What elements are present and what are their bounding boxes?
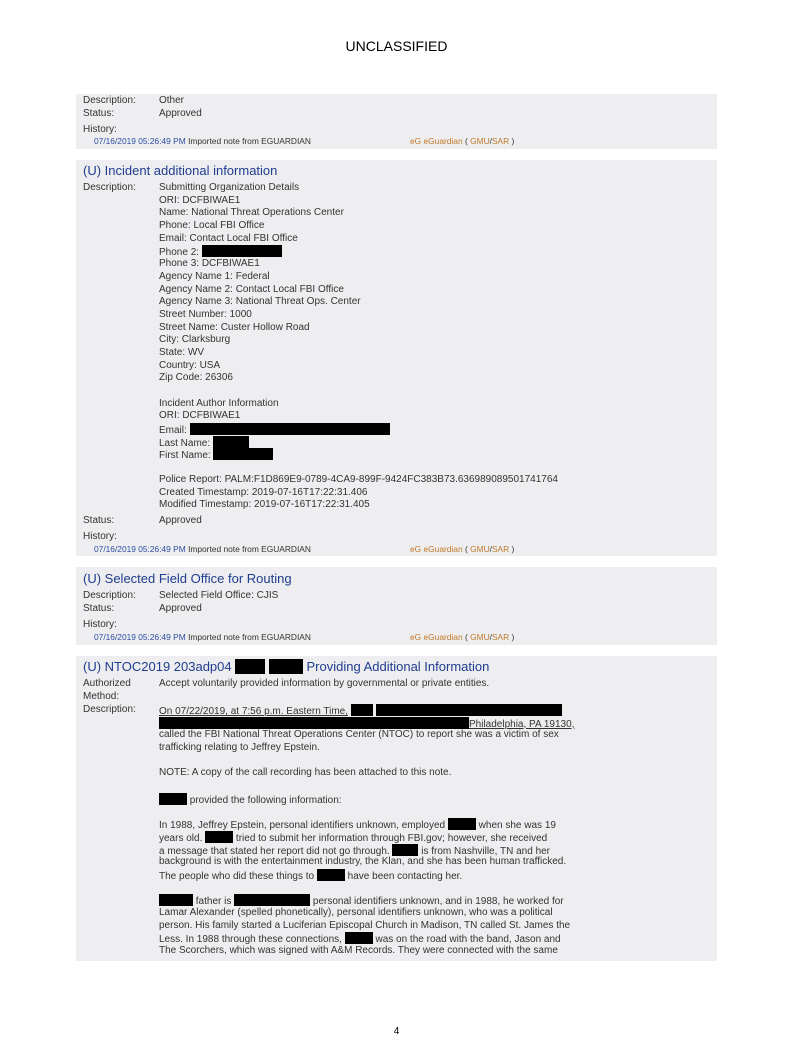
p2-line5: The people who did these things to have been contacting her.	[159, 870, 463, 882]
blank-line	[159, 780, 709, 793]
authorized-label: Authorized	[83, 678, 131, 689]
p1-line3: called the FBI National Threat Operations Center (NTOC) to report she was a victim of sex	[159, 729, 559, 741]
desc-line: Submitting Organization Details	[159, 182, 300, 193]
description-label: Description:	[83, 182, 136, 193]
desc-line: Phone 3: DCFBIWAE1	[159, 258, 260, 270]
redaction-box	[269, 659, 303, 674]
section-field-office-routing	[76, 567, 717, 645]
title-prefix: (U) NTOC2019 203adp04	[83, 659, 232, 674]
status-label: Status:	[83, 108, 115, 119]
desc-line: Agency Name 3: National Threat Ops. Center	[159, 296, 361, 308]
p1-line4: trafficking relating to Jeffrey Epstein.	[159, 742, 320, 754]
redaction-box	[448, 818, 476, 830]
close-paren: )	[511, 632, 515, 642]
close-paren: )	[511, 544, 515, 554]
history-note: Imported note from EGUARDIAN	[188, 136, 311, 146]
authorized-method-value: Accept voluntarily provided information by governmental or private entities.	[159, 678, 490, 689]
status-label: Status:	[83, 515, 115, 526]
history-timestamp: 07/16/2019 05:26:49 PM	[94, 136, 186, 146]
classification-header: UNCLASSIFIED	[345, 38, 448, 54]
redaction-box	[376, 704, 562, 716]
sar-link[interactable]: SAR	[491, 632, 510, 642]
desc-line: Incident Author Information	[159, 397, 279, 409]
redaction-box	[205, 831, 233, 843]
desc-line	[159, 385, 558, 398]
p1-line1: On 07/22/2019, at 7:56 p.m. Eastern Time,	[159, 704, 709, 717]
status-label: Status:	[83, 603, 115, 614]
p3-line3: person. His family started a Luciferian Episcopal Church in Madison, TN called St. James the	[159, 919, 571, 931]
desc-line: Country: USA	[159, 359, 221, 371]
status-value: Approved	[159, 515, 202, 526]
desc-line	[159, 461, 558, 474]
history-entry	[94, 632, 515, 642]
desc-line-first-name: First Name:	[159, 448, 558, 461]
p2-line4: background is with the entertainment industry, the Klan, and she has been human trafficked.	[159, 856, 567, 868]
desc-line: Phone: Local FBI Office	[159, 220, 265, 232]
desc-line: ORI: DCFBIWAE1	[159, 410, 241, 422]
blank-line	[159, 755, 709, 768]
p3-line1: father is personal identifiers unknown, and in 1988, he worked for	[159, 894, 709, 907]
history-note: Imported note from EGUARDIAN	[188, 544, 311, 554]
history-timestamp: 07/16/2019 05:26:49 PM	[94, 544, 186, 554]
desc-line: Agency Name 2: Contact Local FBI Office	[159, 283, 344, 295]
slash: /	[489, 136, 492, 146]
desc-line-phone2: Phone 2:	[159, 245, 558, 258]
desc-line: Street Name: Custer Hollow Road	[159, 321, 310, 333]
source-name: eG eGuardian	[410, 136, 463, 146]
blank-line	[159, 806, 709, 819]
desc-line: Modified Timestamp: 2019-07-16T17:22:31.405	[159, 499, 370, 511]
desc-line: Email: Contact Local FBI Office	[159, 232, 298, 244]
redaction-box	[159, 793, 187, 805]
title-suffix: Providing Additional Information	[306, 659, 490, 674]
p2-line3: a message that stated her report did not go through. is from Nashville, TN and her	[159, 845, 551, 857]
desc-line: Zip Code: 26306	[159, 372, 233, 384]
provided-line: provided the following information:	[159, 793, 709, 806]
gmu-link[interactable]: GMU	[470, 632, 490, 642]
desc-line: Name: National Threat Operations Center	[159, 207, 344, 219]
history-timestamp: 07/16/2019 05:26:49 PM	[94, 632, 186, 642]
redaction-box	[202, 245, 282, 257]
redaction-box	[234, 894, 310, 906]
desc-line: Police Report: PALM:F1D869E9-0789-4CA9-899F-9424FC383B73.636989089501741764	[159, 473, 558, 485]
desc-line: City: Clarksburg	[159, 334, 231, 346]
description-lines	[159, 182, 558, 512]
gmu-link[interactable]: GMU	[470, 136, 490, 146]
sar-link[interactable]: SAR	[491, 544, 510, 554]
open-paren: (	[464, 632, 468, 642]
description-label: Description:	[83, 590, 136, 601]
p2-line2: years old. tried to submit her information through FBI.gov; however, she received	[159, 832, 548, 844]
p3-line5: The Scorchers, which was signed with A&M Records. They were connected with the same	[159, 945, 558, 957]
desc-line: Created Timestamp: 2019-07-16T17:22:31.406	[159, 486, 368, 498]
history-label: History:	[83, 619, 117, 630]
history-entry	[94, 544, 515, 554]
method-label: Method:	[83, 691, 120, 702]
note-line: NOTE: A copy of the call recording has been attached to this note.	[159, 767, 452, 779]
desc-line: ORI: DCFBIWAE1	[159, 194, 241, 206]
redaction-box	[351, 704, 373, 716]
redaction-box	[392, 844, 418, 856]
history-source	[410, 544, 514, 554]
section-title: (U) Selected Field Office for Routing	[83, 571, 292, 586]
desc-line-last-name: Last Name:	[159, 436, 558, 449]
history-note: Imported note from EGUARDIAN	[188, 632, 311, 642]
redaction-box	[345, 932, 373, 944]
history-entry	[94, 136, 515, 146]
redaction-box	[159, 717, 469, 729]
desc-line: Agency Name 1: Federal	[159, 270, 270, 282]
section-title: (U) Incident additional information	[83, 163, 278, 178]
desc-line: State: WV	[159, 346, 205, 358]
open-paren: (	[464, 136, 468, 146]
description-label: Description:	[83, 95, 136, 106]
history-source	[410, 136, 514, 146]
redaction-box	[213, 448, 273, 460]
p3-line4: Less. In 1988 through these connections, was on the road with the band, Jason and	[159, 934, 561, 946]
status-value: Approved	[159, 603, 202, 614]
redaction-box	[317, 869, 345, 881]
gmu-link[interactable]: GMU	[470, 544, 490, 554]
source-name: eG eGuardian	[410, 544, 463, 554]
section-incident-additional-info	[76, 160, 717, 556]
redaction-box	[159, 894, 193, 906]
page-number: 4	[393, 1026, 400, 1037]
desc-line-email: Email:	[159, 423, 558, 436]
open-paren: (	[464, 544, 468, 554]
slash: /	[489, 632, 492, 642]
desc-line: Street Number: 1000	[159, 308, 252, 320]
history-label: History:	[83, 531, 117, 542]
history-label: History:	[83, 124, 117, 135]
history-source	[410, 632, 514, 642]
source-name: eG eGuardian	[410, 632, 463, 642]
description-value: Selected Field Office: CJIS	[159, 590, 279, 601]
section-title	[83, 659, 489, 674]
close-paren: )	[511, 136, 515, 146]
redaction-box	[213, 436, 249, 448]
status-value: Approved	[159, 108, 202, 119]
blank-line	[159, 882, 709, 895]
p2-line1: In 1988, Jeffrey Epstein, personal identifiers unknown, employed when she was 19	[159, 820, 556, 832]
section-note-other	[76, 94, 717, 149]
description-label: Description:	[83, 704, 136, 715]
p3-line2: Lamar Alexander (spelled phonetically), personal identifiers unknown, who was a political	[159, 907, 553, 918]
description-value: Other	[159, 95, 185, 106]
p1-line2: Philadelphia, PA 19130,	[159, 717, 709, 730]
sar-link[interactable]: SAR	[491, 136, 510, 146]
redaction-box	[235, 659, 265, 674]
slash: /	[489, 544, 492, 554]
description-body	[159, 704, 709, 958]
redaction-box	[190, 423, 390, 435]
section-ntoc-additional-info	[76, 656, 717, 961]
